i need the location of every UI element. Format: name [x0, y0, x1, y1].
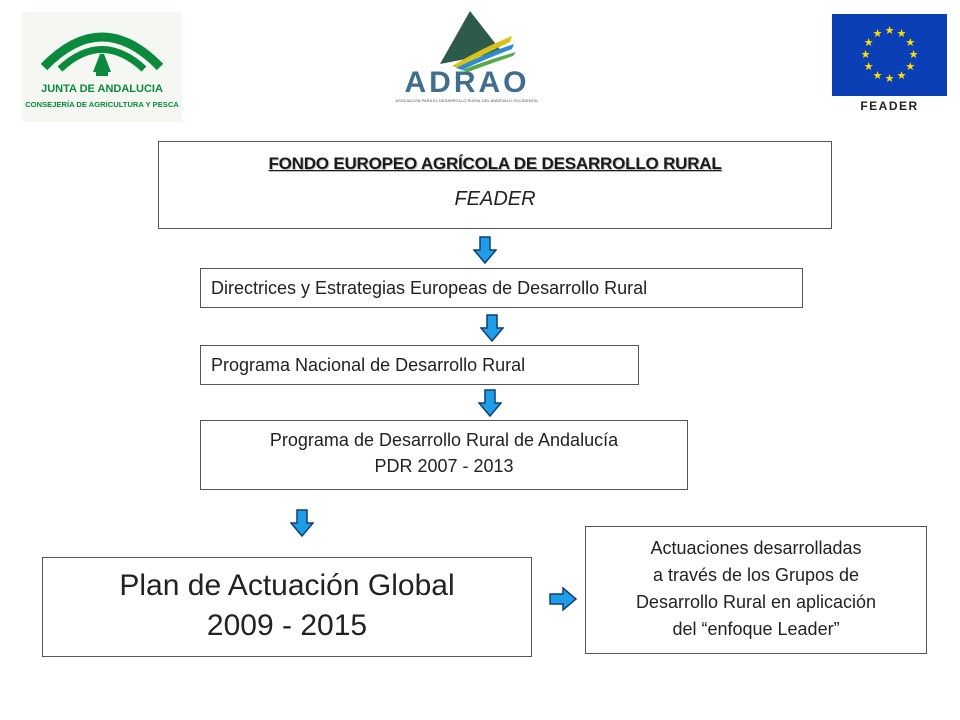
- svg-text:★: ★: [863, 36, 874, 49]
- svg-text:★: ★: [896, 68, 907, 82]
- adrao-logo: [392, 6, 542, 106]
- eu-flag-icon: [832, 14, 947, 116]
- european-guidelines-box: Directrices y Estrategias Europeas de Desarrollo Rural: [200, 268, 803, 308]
- svg-text:★: ★: [872, 68, 883, 82]
- andalusia-pdr-box: [200, 420, 688, 490]
- svg-text:★: ★: [908, 48, 919, 61]
- leader-actions-box: [585, 526, 927, 654]
- svg-text:★: ★: [884, 72, 895, 85]
- feader-fund-box: [158, 141, 832, 229]
- svg-text:★: ★: [884, 24, 895, 37]
- arrow-down-icon: [478, 389, 502, 417]
- global-action-plan-box: [42, 557, 532, 657]
- actions-line3: Desarrollo Rural en aplicación: [635, 592, 877, 612]
- pdr-line2: PDR 2007 - 2013: [374, 456, 514, 476]
- svg-text:★: ★: [905, 60, 916, 73]
- plan-line1: Plan de Actuación Global: [119, 569, 455, 602]
- junta-de-andalucia-logo: [22, 12, 182, 122]
- arrow-right-icon: [549, 587, 577, 611]
- adrao-name: ADRAO: [404, 66, 530, 99]
- junta-logo-line1: JUNTA DE ANDALUCIA: [41, 83, 163, 95]
- junta-logo-line2: CONSEJERÍA DE AGRICULTURA Y PESCA: [25, 100, 179, 109]
- actions-line2: a través de los Grupos de: [652, 565, 860, 585]
- adrao-tagline: ASOCIACIÓN PARA EL DESARROLLO RURAL DEL ANDÉVALO OCCIDENTAL: [395, 98, 539, 103]
- eu-logo-label: FEADER: [860, 99, 919, 113]
- junta-emblem-icon: [22, 12, 182, 122]
- adrao-mountain-icon: [392, 6, 542, 106]
- arrow-down-icon: [480, 314, 504, 342]
- pdr-line1: Programa de Desarrollo Rural de Andalucía: [269, 430, 619, 450]
- arrow-down-icon: [473, 236, 497, 264]
- actions-line1: Actuaciones desarrolladas: [650, 538, 862, 558]
- svg-text:★: ★: [896, 27, 907, 41]
- eu-feader-logo: [832, 14, 947, 116]
- actions-line4: del “enfoque Leader”: [672, 619, 840, 639]
- svg-text:★: ★: [872, 27, 883, 41]
- feader-fund-subtitle: FEADER: [454, 188, 536, 210]
- feader-fund-title: FONDO EUROPEO AGRÍCOLA DE DESARROLLO RURAL: [268, 154, 722, 173]
- svg-text:★: ★: [905, 36, 916, 49]
- national-program-box: Programa Nacional de Desarrollo Rural: [200, 345, 639, 385]
- arrow-down-icon: [290, 509, 314, 537]
- svg-text:★: ★: [863, 60, 874, 73]
- plan-line2: 2009 - 2015: [206, 609, 368, 642]
- svg-text:★: ★: [860, 48, 871, 61]
